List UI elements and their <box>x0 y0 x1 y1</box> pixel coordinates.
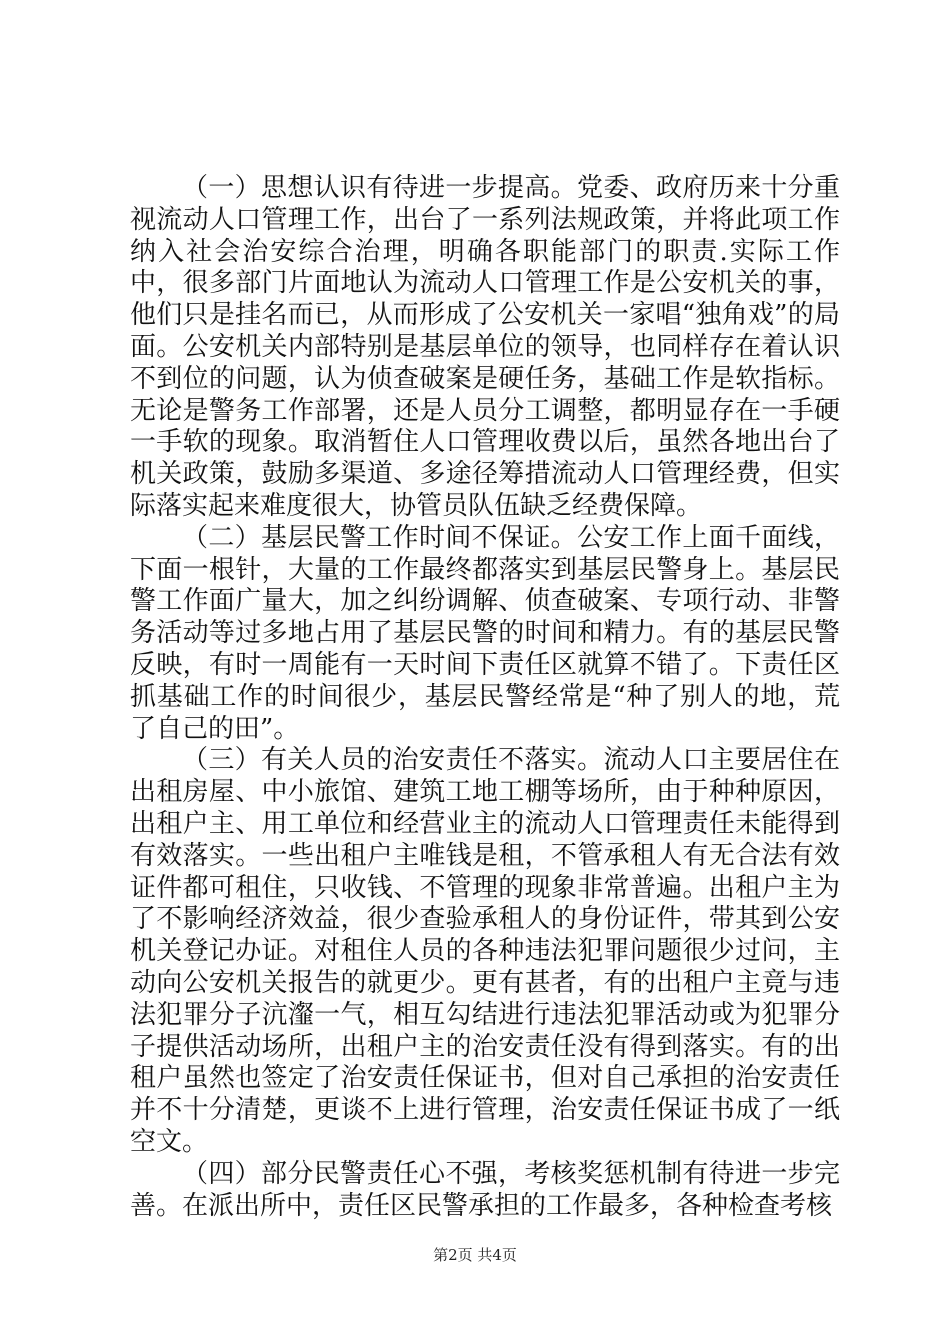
page-footer: 第2页 共4页 <box>433 1246 517 1264</box>
paragraph-1: （一）思想认识有待进一步提高。党委、政府历来十分重视流动人口管理工作，出台了一系列法规政策，并将此项工作纳入社会治安综合治理，明确各职能部门的职责.实际工作中，很多部门片面地认为流动人口管理工作是公安机关的事，他们只是挂名而已，从而形成了公安机关一家唱“独角戏”的局面。公安机关内部特别是基层单位的领导，也同样存在着认识不到位的问题，认为侦查破案是硬任务，基础工作是软指标。无论是警务工作部署，还是人员分工调整，都明显存在一手硬一手软的现象。取消暂住人口管理收费以后，虽然各地出台了机关政策，鼓励多渠道、多途径筹措流动人口管理经费，但实际落实起来难度很大，协管员队伍缺乏经费保障。 <box>130 173 840 521</box>
document-body <box>130 173 840 1222</box>
paragraph-4: （四）部分民警责任心不强，考核奖惩机制有待进一步完善。在派出所中，责任区民警承担的工作最多，各种检查考核 <box>130 1158 840 1221</box>
paragraph-3: （三）有关人员的治安责任不落实。流动人口主要居住在出租房屋、中小旅馆、建筑工地工棚等场所，由于种种原因，出租户主、用工单位和经营业主的流动人口管理责任未能得到有效落实。一些出租户主唯钱是租，不管承租人有无合法有效证件都可租住，只收钱、不管理的现象非常普遍。出租户主为了不影响经济效益，很少查验承租人的身份证件，带其到公安机关登记办证。对租住人员的各种违法犯罪问题很少过问，主动向公安机关报告的就更少。更有甚者，有的出租户主竟与违法犯罪分子沆瀣一气，相互勾结进行违法犯罪活动或为犯罪分子提供活动场所，出租户主的治安责任没有得到落实。有的出租户虽然也签定了治安责任保证书，但对自己承担的治安责任并不十分清楚，更谈不上进行管理，治安责任保证书成了一纸空文。 <box>130 745 840 1157</box>
paragraph-2: （二）基层民警工作时间不保证。公安工作上面千面线，下面一根针，大量的工作最终都落实到基层民警身上。基层民警工作面广量大，加之纠纷调解、侦查破案、专项行动、非警务活动等过多地占用了基层民警的时间和精力。有的基层民警反映，有时一周能有一天时间下责任区就算不错了。下责任区抓基础工作的时间很少，基层民警经常是“种了别人的地，荒了自己的田”。 <box>130 522 840 744</box>
